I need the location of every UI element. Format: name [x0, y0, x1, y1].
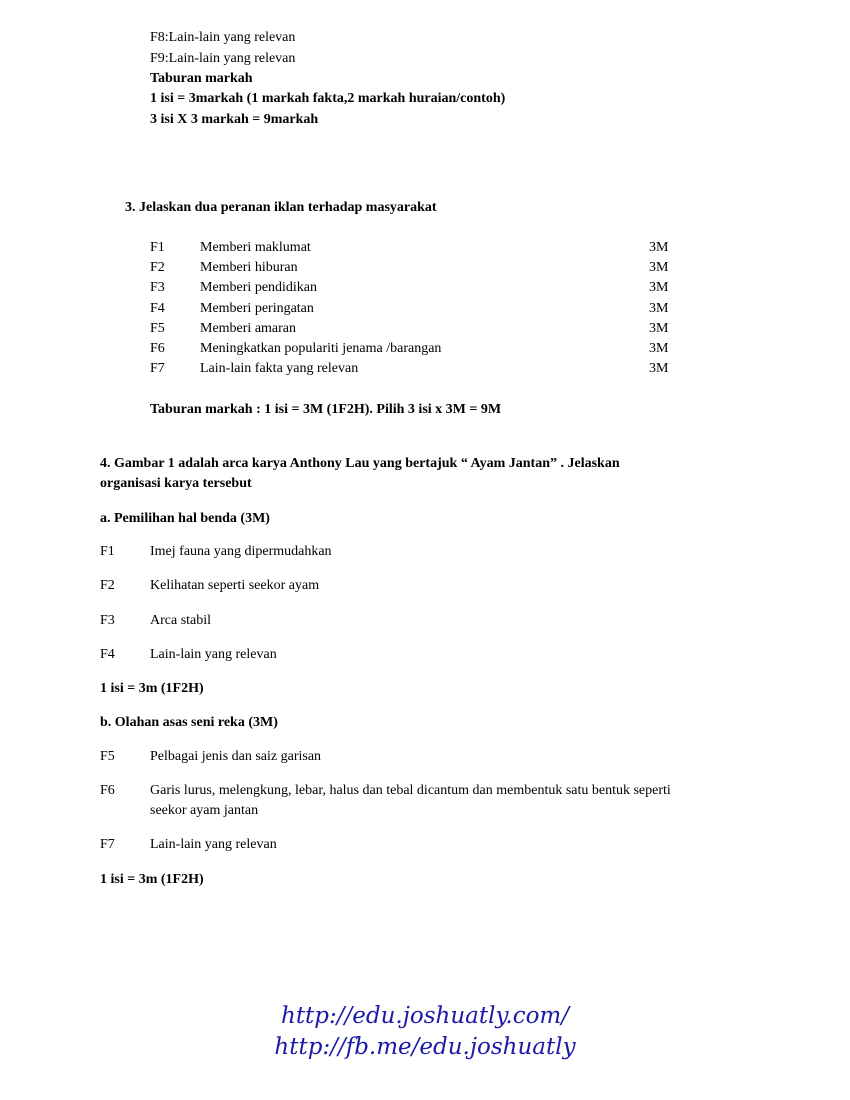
question-4-title: 4. Gambar 1 adalah arca karya Anthony Lau yang bertajuk “ Ayam Jantan” . Jelaskan — [100, 456, 620, 471]
item-text: Lain-lain yang relevan — [150, 837, 277, 852]
row-code: F7 — [150, 361, 165, 376]
row-code: F5 — [150, 321, 165, 336]
row-text: Lain-lain fakta yang relevan — [200, 361, 359, 376]
question-3-title: 3. Jelaskan dua peranan iklan terhadap masyarakat — [125, 200, 437, 215]
item-text: Lain-lain yang relevan — [150, 647, 277, 662]
footer-link-website[interactable]: http://edu.joshuatly.com/ — [281, 1003, 569, 1029]
row-code: F1 — [150, 240, 165, 255]
footer-link-facebook[interactable]: http://fb.me/edu.joshuatly — [274, 1034, 576, 1060]
item-text: Imej fauna yang dipermudahkan — [150, 544, 332, 559]
row-code: F3 — [150, 280, 165, 295]
part-b-heading: b. Olahan asas seni reka (3M) — [100, 715, 278, 730]
row-text: Memberi maklumat — [200, 240, 311, 255]
row-text: Memberi pendidikan — [200, 280, 318, 295]
row-mark: 3M — [649, 280, 669, 295]
row-code: F6 — [150, 341, 165, 356]
top-line-f9: F9:Lain-lain yang relevan — [150, 51, 296, 66]
item-code: F6 — [100, 783, 115, 798]
question-4-title-cont: organisasi karya tersebut — [100, 476, 252, 491]
item-code: F2 — [100, 578, 115, 593]
item-code: F4 — [100, 647, 115, 662]
marks-total-line: 3 isi X 3 markah = 9markah — [150, 112, 319, 127]
item-code: F1 — [100, 544, 115, 559]
part-a-note: 1 isi = 3m (1F2H) — [100, 681, 204, 696]
row-text: Memberi amaran — [200, 321, 297, 336]
item-text: Garis lurus, melengkung, lebar, halus dan tebal dicantum dan membentuk satu bentuk seperti — [150, 783, 671, 798]
row-code: F4 — [150, 301, 165, 316]
row-mark: 3M — [649, 341, 669, 356]
part-b-note: 1 isi = 3m (1F2H) — [100, 872, 204, 887]
row-mark: 3M — [649, 321, 669, 336]
row-mark: 3M — [649, 260, 669, 275]
row-text: Meningkatkan populariti jenama /barangan — [200, 341, 442, 356]
item-text: Kelihatan seperti seekor ayam — [150, 578, 320, 593]
row-text: Memberi peringatan — [200, 301, 314, 316]
item-code: F7 — [100, 837, 115, 852]
item-code: F3 — [100, 613, 115, 628]
item-text-cont: seekor ayam jantan — [150, 803, 259, 818]
part-a-heading: a. Pemilihan hal benda (3M) — [100, 511, 270, 526]
row-code: F2 — [150, 260, 165, 275]
row-mark: 3M — [649, 240, 669, 255]
marks-rule-line: 1 isi = 3markah (1 markah fakta,2 markah huraian/contoh) — [150, 91, 506, 106]
taburan-markah-heading: Taburan markah — [150, 71, 253, 86]
row-mark: 3M — [649, 361, 669, 376]
q3-marks-summary: Taburan markah : 1 isi = 3M (1F2H). Pilih 3 isi x 3M = 9M — [150, 402, 502, 417]
item-text: Arca stabil — [150, 613, 212, 628]
item-text: Pelbagai jenis dan saiz garisan — [150, 749, 322, 764]
item-code: F5 — [100, 749, 115, 764]
row-mark: 3M — [649, 301, 669, 316]
row-text: Memberi hiburan — [200, 260, 298, 275]
top-line-f8: F8:Lain-lain yang relevan — [150, 30, 296, 45]
